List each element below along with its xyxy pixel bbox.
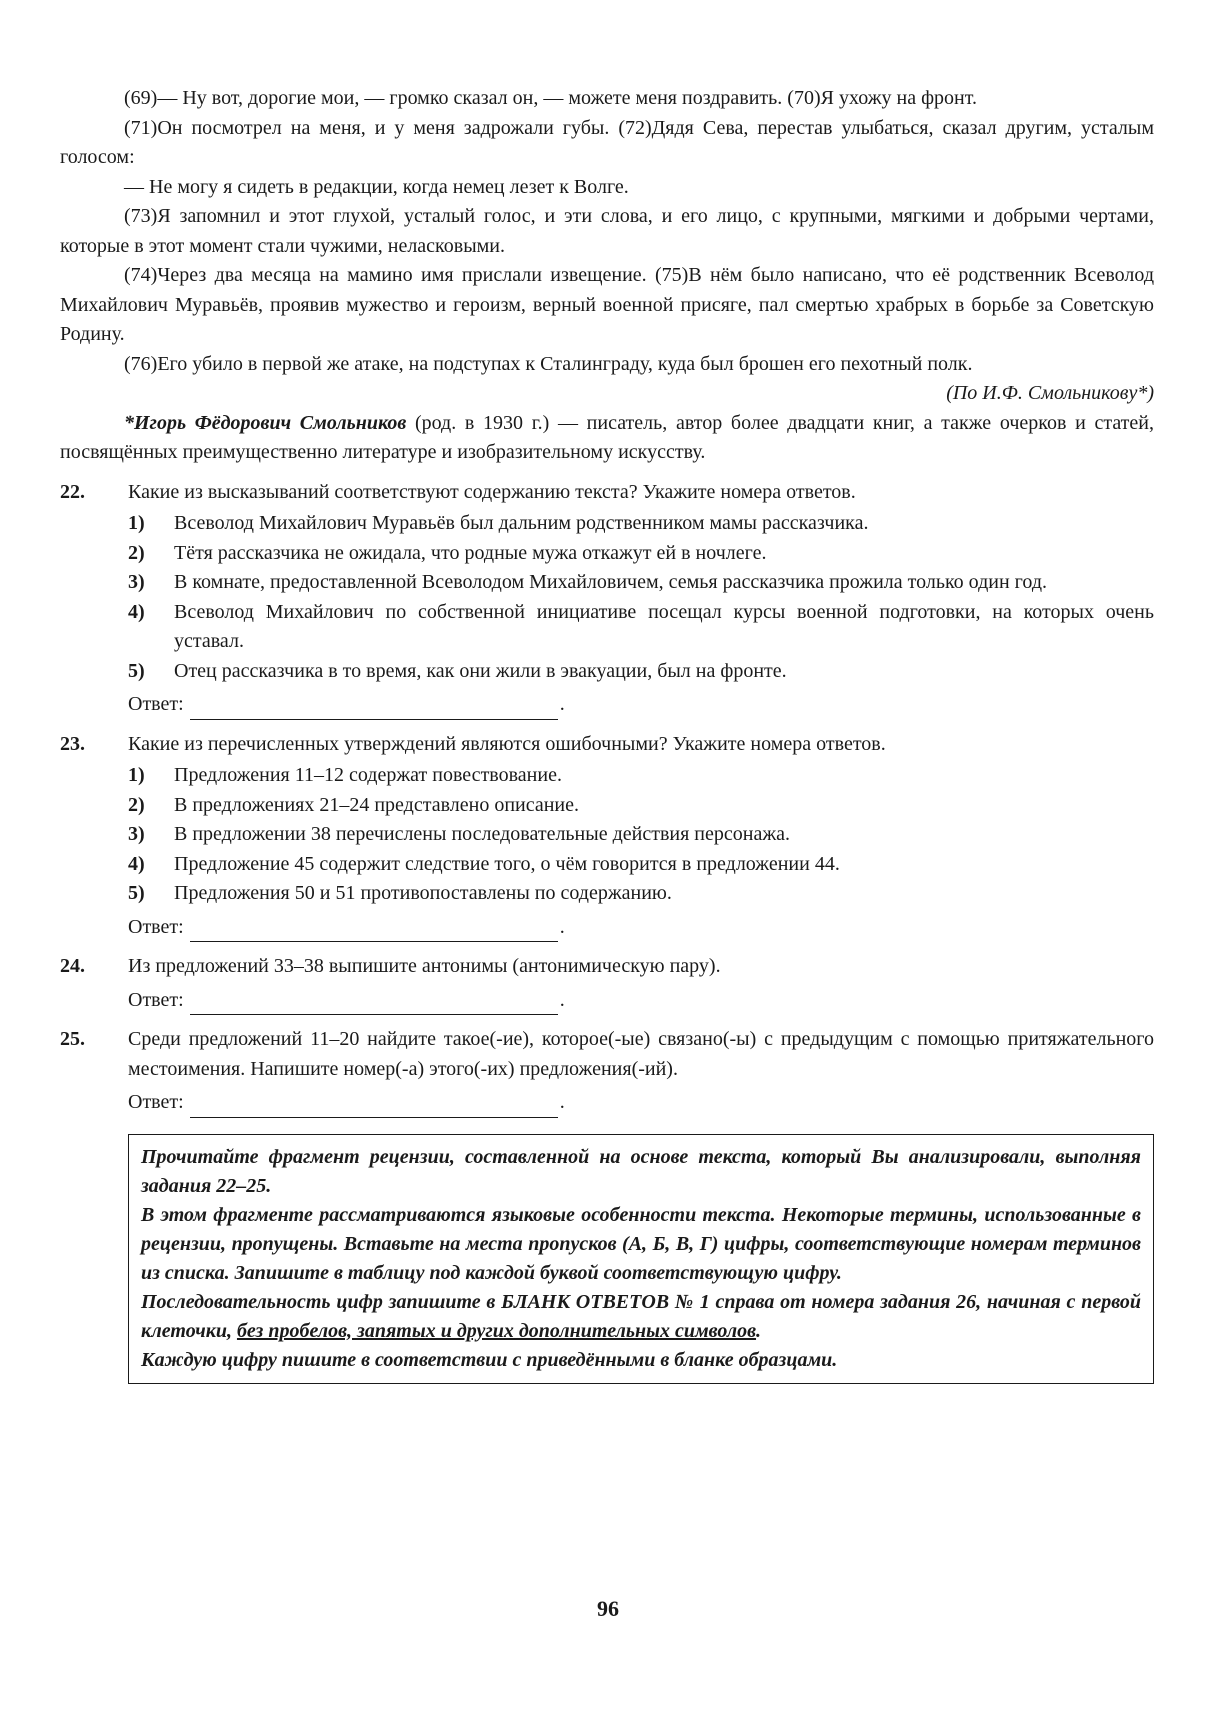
task-question: Какие из перечисленных утверждений являются ошибочными? Укажите номера ответов. xyxy=(128,732,886,755)
option-text: Тётя рассказчика не ожидала, что родные мужа откажут ей в ночлеге. xyxy=(174,541,767,564)
option-item xyxy=(128,509,1154,539)
option-number: 4) xyxy=(128,852,145,875)
footnote-author-name: *Игорь Фёдорович Смольников xyxy=(124,411,407,434)
option-item xyxy=(128,850,1154,880)
option-number: 2) xyxy=(128,793,145,816)
task-22 xyxy=(60,478,1154,720)
task-number: 22. xyxy=(60,480,85,503)
document-page xyxy=(60,84,1154,1384)
answer-field-23 xyxy=(128,913,1154,943)
option-item xyxy=(128,761,1154,791)
task-question: Среди предложений 11–20 найдите такое(-ие), которое(-ые) связано(-ы) с предыдущим с помощью притяжательного местоимения. Напишите номер(-а) этого(-их) предложения(-ий). xyxy=(128,1028,1154,1080)
answer-field-25 xyxy=(128,1088,1154,1118)
source-attribution: (По И.Ф. Смольникову*) xyxy=(946,382,1154,404)
option-item xyxy=(128,539,1154,569)
instruction-box xyxy=(128,1134,1154,1384)
option-text: Отец рассказчика в то время, как они жили в эвакуации, был на фронте. xyxy=(174,659,787,682)
task-24 xyxy=(60,952,1154,1015)
instruction-line-1: Прочитайте фрагмент рецензии, составленной на основе текста, который Вы анализировали, выполняя задания 22–25. xyxy=(141,1145,1141,1197)
instruction-line-3-end: . xyxy=(756,1319,762,1342)
answer-field-24 xyxy=(128,986,1154,1016)
options-list xyxy=(128,509,1154,686)
answer-label: Ответ: xyxy=(128,988,184,1011)
option-item xyxy=(128,791,1154,821)
option-text: В комнате, предоставленной Всеволодом Михайловичем, семья рассказчика прожила только один год. xyxy=(174,571,1047,593)
author-footnote xyxy=(60,409,1154,468)
option-text: Предложения 50 и 51 противопоставлены по содержанию. xyxy=(174,882,672,904)
option-number: 2) xyxy=(128,541,145,564)
answer-period: . xyxy=(559,1091,565,1113)
option-text: Предложение 45 содержит следствие того, о чём говорится в предложении 44. xyxy=(174,852,840,875)
instruction-line-3 xyxy=(141,1288,1141,1346)
answer-blank[interactable] xyxy=(190,921,558,942)
option-text: Всеволод Михайлович Муравьёв был дальним родственником мамы рассказчика. xyxy=(174,512,869,534)
page-number: 96 xyxy=(597,1596,619,1621)
answer-label: Ответ: xyxy=(128,1091,184,1113)
task-25 xyxy=(60,1025,1154,1118)
text-paragraph-71: (71)Он посмотрел на меня, и у меня задрожали губы. (72)Дядя Сева, перестав улыбаться, сказал другим, усталым голосом: xyxy=(60,116,1154,168)
option-item xyxy=(128,820,1154,850)
text-paragraph-76: (76)Его убило в первой же атаке, на подступах к Сталинграду, куда был брошен его пехотный полк. xyxy=(124,352,973,375)
instruction-line-3-start: Последовательность цифр запишите в БЛАНК ОТВЕТОВ № 1 справа от номера задания 26, начиная с первой клеточки, xyxy=(141,1290,1141,1342)
answer-period: . xyxy=(559,988,565,1011)
task-number: 23. xyxy=(60,732,85,755)
option-number: 5) xyxy=(128,882,145,904)
option-item xyxy=(128,879,1154,909)
answer-field-22 xyxy=(128,690,1154,720)
option-number: 1) xyxy=(128,764,145,786)
option-number: 5) xyxy=(128,659,145,682)
option-text: Предложения 11–12 содержат повествование. xyxy=(174,764,562,786)
option-number: 3) xyxy=(128,571,145,593)
answer-blank[interactable] xyxy=(190,994,558,1015)
answer-blank[interactable] xyxy=(190,699,558,720)
task-question: Какие из высказываний соответствуют содержанию текста? Укажите номера ответов. xyxy=(128,480,856,503)
answer-label: Ответ: xyxy=(128,915,184,938)
instruction-line-2: В этом фрагменте рассматриваются языковые особенности текста. Некоторые термины, использованные в рецензии, пропущены. Вставьте на места пропусков (А, Б, В, Г) цифры, соответствующие номерам терминов из списка. Запишите в таблицу под каждой буквой соответствующую цифру. xyxy=(141,1203,1141,1284)
options-list xyxy=(128,761,1154,909)
footnote-text: (род. в 1930 г.) — писатель, автор более двадцати книг, а также очерков и статей, посвящённых преимущественно литературе и изобразительному искусству. xyxy=(60,411,1154,463)
instruction-line-4: Каждую цифру пишите в соответствии с приведёнными в бланке образцами. xyxy=(141,1348,838,1371)
option-text: В предложении 38 перечислены последовательные действия персонажа. xyxy=(174,823,791,845)
option-number: 4) xyxy=(128,600,145,623)
option-text: Всеволод Михайлович по собственной инициативе посещал курсы военной подготовки, на которых очень уставал. xyxy=(174,600,1154,652)
text-paragraph-dialogue: — Не могу я сидеть в редакции, когда немец лезет к Волге. xyxy=(124,175,629,198)
text-paragraph-73: (73)Я запомнил и этот глухой, усталый голос, и эти слова, и его лицо, с крупными, мягкими и добрыми чертами, которые в этот момент стали чужими, неласковыми. xyxy=(60,205,1154,257)
option-text: В предложениях 21–24 представлено описание. xyxy=(174,793,580,816)
option-item xyxy=(128,598,1154,657)
answer-period: . xyxy=(559,693,565,715)
option-number: 3) xyxy=(128,823,145,845)
answer-period: . xyxy=(559,915,565,938)
instruction-underlined-text: без пробелов, запятых и других дополнительных символов xyxy=(236,1319,757,1342)
task-number: 24. xyxy=(60,955,85,977)
text-paragraph-69: (69)— Ну вот, дорогие мои, — громко сказал он, — можете меня поздравить. (70)Я ухожу на фронт. xyxy=(124,87,977,109)
answer-label: Ответ: xyxy=(128,693,184,715)
option-item xyxy=(128,657,1154,687)
option-number: 1) xyxy=(128,512,145,534)
task-number: 25. xyxy=(60,1028,85,1050)
task-23 xyxy=(60,730,1154,943)
text-paragraph-74: (74)Через два месяца на мамино имя прислали извещение. (75)В нём было написано, что её родственник Всеволод Михайлович Муравьёв, проявив мужество и героизм, верный военной присяге, пал смертью храбрых в борьбе за Советскую Родину. xyxy=(60,264,1154,345)
answer-blank[interactable] xyxy=(190,1097,558,1118)
option-item xyxy=(128,568,1154,598)
task-question: Из предложений 33–38 выпишите антонимы (антонимическую пару). xyxy=(128,955,721,977)
